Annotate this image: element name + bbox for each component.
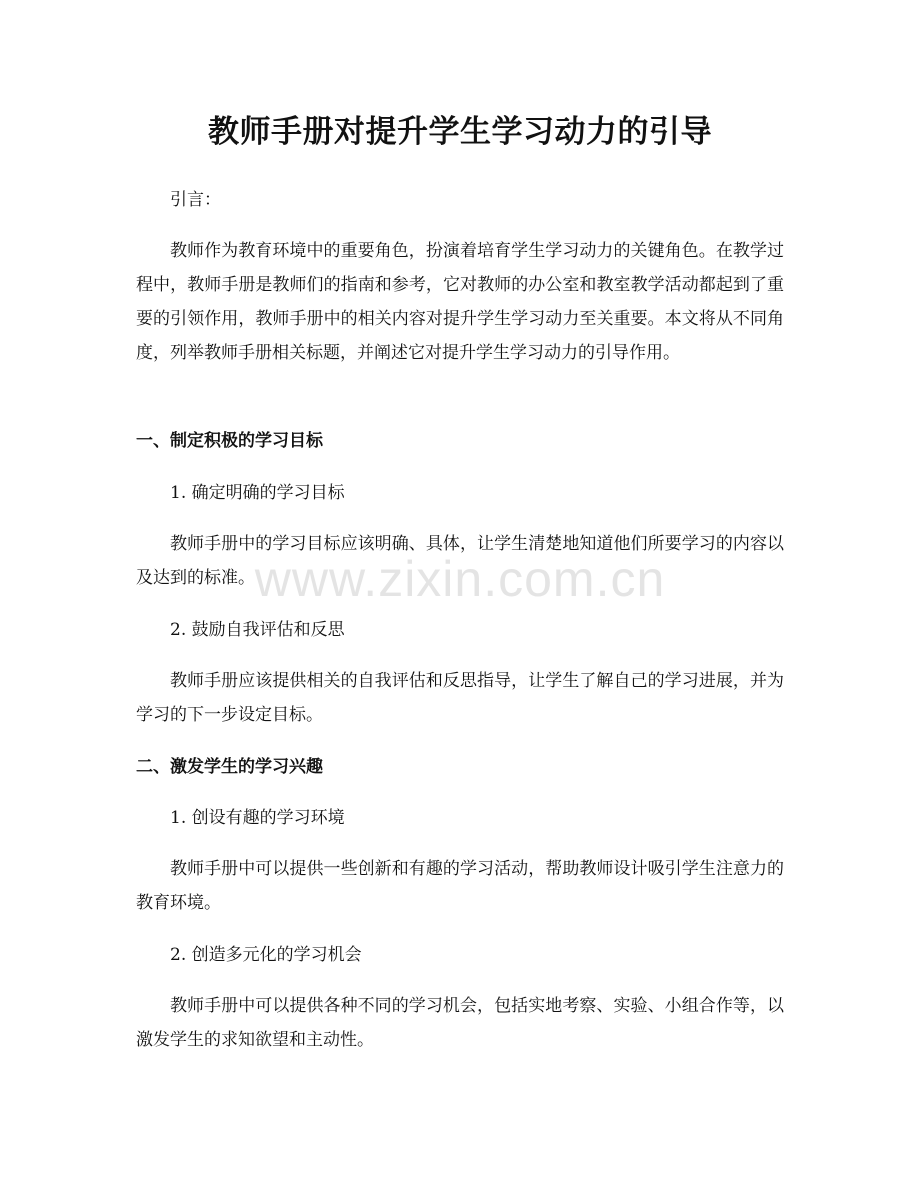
- paragraph-2-1: 教师手册中可以提供一些创新和有趣的学习活动，帮助教师设计吸引学生注意力的教育环境。: [136, 859, 784, 913]
- section-heading-1: 一、制定积极的学习目标: [136, 431, 323, 451]
- intro-label: 引言：: [170, 190, 221, 210]
- paragraph-2-2: 教师手册中可以提供各种不同的学习机会，包括实地考察、实验、小组合作等，以激发学生的求知欲望和主动性。: [136, 996, 784, 1050]
- intro-paragraph: 教师作为教育环境中的重要角色，扮演着培育学生学习动力的关键角色。在教学过程中，教师手册是教师们的指南和参考，它对教师的办公室和教室教学活动都起到了重要的引领作用，教师手册中的相关内容对提升学生学习动力至关重要。本文将从不同角度，列举教师手册相关标题，并阐述它对提升学生学习动力的引导作用。: [136, 241, 784, 363]
- subheading-1-2: 2. 鼓励自我评估和反思: [170, 620, 345, 640]
- document-title: 教师手册对提升学生学习动力的引导: [208, 114, 712, 150]
- subheading-1-1: 1. 确定明确的学习目标: [170, 483, 345, 503]
- section-heading-2: 二、激发学生的学习兴趣: [136, 757, 323, 777]
- subheading-2-1: 1. 创设有趣的学习环境: [170, 808, 345, 828]
- watermark: www.zixin.com.cn: [254, 551, 666, 607]
- subheading-2-2: 2. 创造多元化的学习机会: [170, 945, 362, 965]
- paragraph-1-2: 教师手册应该提供相关的自我评估和反思指导，让学生了解自己的学习进展，并为学习的下一步设定目标。: [136, 671, 784, 725]
- paragraph-1-1: 教师手册中的学习目标应该明确、具体，让学生清楚地知道他们所要学习的内容以及达到的标准。: [136, 534, 784, 588]
